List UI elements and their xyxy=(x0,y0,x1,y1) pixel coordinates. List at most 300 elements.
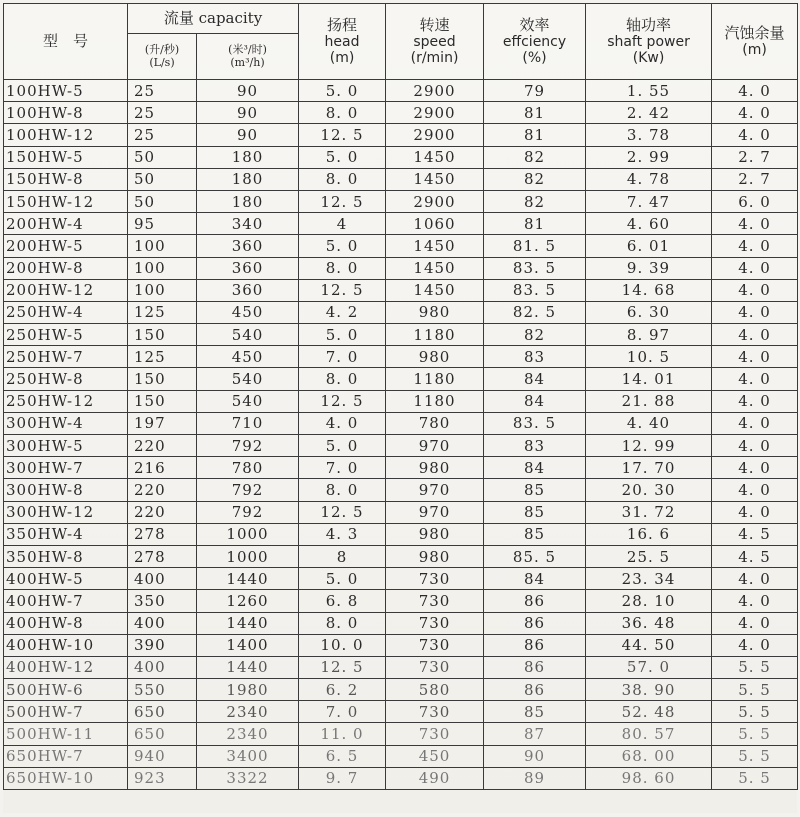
capacity-ls-cell: 50 xyxy=(128,146,197,168)
efficiency-header xyxy=(484,4,586,80)
speed-cell: 2900 xyxy=(386,190,484,212)
head-cell: 12. 5 xyxy=(299,124,386,146)
speed-cell: 980 xyxy=(386,346,484,368)
pump-spec-table xyxy=(3,3,798,790)
table-row xyxy=(4,656,798,678)
efficiency-cell: 83 xyxy=(484,346,586,368)
capacity-ls-unit: (L/s) xyxy=(149,55,175,69)
table-row xyxy=(4,301,798,323)
npsh-cell: 4. 0 xyxy=(712,346,798,368)
capacity-ls-cell: 100 xyxy=(128,235,197,257)
model-cell: 100HW-8 xyxy=(4,102,128,124)
power-cell: 98. 60 xyxy=(586,767,712,789)
head-cell: 5. 0 xyxy=(299,568,386,590)
efficiency-cell: 85 xyxy=(484,701,586,723)
head-header-en: head xyxy=(324,34,360,51)
speed-header xyxy=(386,4,484,80)
efficiency-cell: 83. 5 xyxy=(484,257,586,279)
head-cell: 12. 5 xyxy=(299,190,386,212)
power-cell: 80. 57 xyxy=(586,723,712,745)
model-cell: 350HW-8 xyxy=(4,545,128,567)
model-cell: 400HW-12 xyxy=(4,656,128,678)
capacity-m3h-cell: 180 xyxy=(197,168,299,190)
npsh-cell: 2. 7 xyxy=(712,168,798,190)
head-cell: 8. 0 xyxy=(299,612,386,634)
speed-cell: 970 xyxy=(386,479,484,501)
capacity-m3h-cell: 340 xyxy=(197,213,299,235)
model-cell: 150HW-12 xyxy=(4,190,128,212)
table-row xyxy=(4,634,798,656)
efficiency-cell: 82 xyxy=(484,324,586,346)
capacity-ls-cell: 940 xyxy=(128,745,197,767)
capacity-ls-cell: 95 xyxy=(128,213,197,235)
capacity-m3h-cn: (米³/时) xyxy=(228,42,267,56)
speed-header-unit: (r/min) xyxy=(410,50,459,67)
power-cell: 44. 50 xyxy=(586,634,712,656)
model-cell: 650HW-7 xyxy=(4,745,128,767)
table-row xyxy=(4,435,798,457)
table-header xyxy=(4,4,798,80)
model-cell: 500HW-7 xyxy=(4,701,128,723)
head-header xyxy=(299,4,386,80)
npsh-cell: 4. 5 xyxy=(712,523,798,545)
head-cell: 4. 0 xyxy=(299,412,386,434)
head-cell: 4. 2 xyxy=(299,301,386,323)
capacity-m3h-cell: 710 xyxy=(197,412,299,434)
table-row xyxy=(4,168,798,190)
table-row xyxy=(4,324,798,346)
speed-cell: 1450 xyxy=(386,257,484,279)
npsh-cell: 6. 0 xyxy=(712,190,798,212)
efficiency-cell: 84 xyxy=(484,457,586,479)
model-cell: 150HW-8 xyxy=(4,168,128,190)
head-cell: 12. 5 xyxy=(299,279,386,301)
capacity-ls-cell: 350 xyxy=(128,590,197,612)
npsh-cell: 4. 0 xyxy=(712,368,798,390)
npsh-cell: 4. 0 xyxy=(712,612,798,634)
speed-cell: 730 xyxy=(386,723,484,745)
efficiency-cell: 85. 5 xyxy=(484,545,586,567)
head-cell: 5. 0 xyxy=(299,146,386,168)
capacity-m3h-cell: 90 xyxy=(197,124,299,146)
capacity-ls-cell: 400 xyxy=(128,612,197,634)
power-cell: 17. 70 xyxy=(586,457,712,479)
capacity-m3h-cell: 450 xyxy=(197,346,299,368)
capacity-ls-cell: 216 xyxy=(128,457,197,479)
table-row xyxy=(4,701,798,723)
speed-cell: 1450 xyxy=(386,235,484,257)
head-cell: 10. 0 xyxy=(299,634,386,656)
table-row xyxy=(4,213,798,235)
npsh-header xyxy=(712,4,798,80)
power-cell: 52. 48 xyxy=(586,701,712,723)
capacity-m3h-cell: 90 xyxy=(197,102,299,124)
npsh-header-unit: (m) xyxy=(742,42,767,59)
power-header-unit: (Kw) xyxy=(632,50,665,67)
npsh-header-cn: 汽蚀余量 xyxy=(724,23,785,42)
table-row xyxy=(4,80,798,102)
power-cell: 1. 55 xyxy=(586,80,712,102)
model-cell: 350HW-4 xyxy=(4,523,128,545)
capacity-m3h-cell: 360 xyxy=(197,257,299,279)
capacity-header: 流量 capacity xyxy=(128,4,299,34)
spec-sheet xyxy=(3,3,797,813)
capacity-ls-cell: 50 xyxy=(128,168,197,190)
table-row xyxy=(4,590,798,612)
speed-cell: 970 xyxy=(386,501,484,523)
capacity-ls-cell: 50 xyxy=(128,190,197,212)
head-cell: 9. 7 xyxy=(299,767,386,789)
npsh-cell: 5. 5 xyxy=(712,745,798,767)
head-cell: 4 xyxy=(299,213,386,235)
speed-cell: 730 xyxy=(386,612,484,634)
capacity-m3h-cell: 540 xyxy=(197,324,299,346)
head-cell: 4. 3 xyxy=(299,523,386,545)
table-row xyxy=(4,723,798,745)
capacity-m3h-cell: 1440 xyxy=(197,656,299,678)
efficiency-cell: 82. 5 xyxy=(484,301,586,323)
model-cell: 250HW-5 xyxy=(4,324,128,346)
speed-cell: 730 xyxy=(386,634,484,656)
capacity-ls-cell: 278 xyxy=(128,523,197,545)
capacity-m3h-cell: 3322 xyxy=(197,767,299,789)
capacity-ls-cell: 923 xyxy=(128,767,197,789)
head-cell: 5. 0 xyxy=(299,324,386,346)
table-row xyxy=(4,767,798,789)
capacity-m3h-cell: 1260 xyxy=(197,590,299,612)
capacity-m3h-cell: 1440 xyxy=(197,612,299,634)
capacity-m3h-cell: 1440 xyxy=(197,568,299,590)
power-cell: 8. 97 xyxy=(586,324,712,346)
table-row xyxy=(4,368,798,390)
table-row xyxy=(4,190,798,212)
capacity-ls-cell: 150 xyxy=(128,368,197,390)
model-cell: 250HW-12 xyxy=(4,390,128,412)
table-row xyxy=(4,679,798,701)
table-row xyxy=(4,257,798,279)
npsh-cell: 4. 0 xyxy=(712,457,798,479)
speed-cell: 980 xyxy=(386,301,484,323)
npsh-cell: 4. 0 xyxy=(712,301,798,323)
power-cell: 3. 78 xyxy=(586,124,712,146)
efficiency-cell: 82 xyxy=(484,190,586,212)
speed-cell: 730 xyxy=(386,701,484,723)
power-cell: 12. 99 xyxy=(586,435,712,457)
capacity-ls-cell: 550 xyxy=(128,679,197,701)
speed-cell: 1450 xyxy=(386,146,484,168)
model-cell: 300HW-7 xyxy=(4,457,128,479)
head-cell: 8. 0 xyxy=(299,102,386,124)
capacity-m3h-cell: 792 xyxy=(197,501,299,523)
head-header-cn: 扬程 xyxy=(327,15,358,34)
npsh-cell: 4. 0 xyxy=(712,102,798,124)
speed-cell: 1450 xyxy=(386,279,484,301)
efficiency-cell: 83 xyxy=(484,435,586,457)
npsh-cell: 5. 5 xyxy=(712,679,798,701)
capacity-ls-cell: 25 xyxy=(128,124,197,146)
model-cell: 300HW-8 xyxy=(4,479,128,501)
head-cell: 6. 8 xyxy=(299,590,386,612)
model-cell: 200HW-5 xyxy=(4,235,128,257)
model-cell: 500HW-6 xyxy=(4,679,128,701)
model-cell: 300HW-5 xyxy=(4,435,128,457)
capacity-ls-cell: 100 xyxy=(128,279,197,301)
capacity-m3h-cell: 180 xyxy=(197,190,299,212)
table-row xyxy=(4,612,798,634)
efficiency-cell: 86 xyxy=(484,590,586,612)
head-cell: 12. 5 xyxy=(299,656,386,678)
speed-cell: 730 xyxy=(386,590,484,612)
speed-cell: 1180 xyxy=(386,324,484,346)
capacity-ls-cell: 650 xyxy=(128,701,197,723)
npsh-cell: 5. 5 xyxy=(712,656,798,678)
model-cell: 100HW-5 xyxy=(4,80,128,102)
capacity-m3h-cell: 2340 xyxy=(197,723,299,745)
power-header xyxy=(586,4,712,80)
capacity-ls-cell: 100 xyxy=(128,257,197,279)
model-cell: 250HW-8 xyxy=(4,368,128,390)
capacity-ls-cn: (升/秒) xyxy=(144,42,180,56)
efficiency-header-cn: 效率 xyxy=(519,15,550,34)
power-cell: 10. 5 xyxy=(586,346,712,368)
capacity-m3h-cell: 792 xyxy=(197,479,299,501)
head-cell: 8 xyxy=(299,545,386,567)
power-header-en: shaft power xyxy=(607,34,690,51)
efficiency-cell: 85 xyxy=(484,523,586,545)
efficiency-cell: 81 xyxy=(484,102,586,124)
model-header: 型 号 xyxy=(4,4,128,80)
head-cell: 6. 5 xyxy=(299,745,386,767)
efficiency-cell: 82 xyxy=(484,146,586,168)
npsh-cell: 4. 0 xyxy=(712,634,798,656)
npsh-cell: 5. 5 xyxy=(712,701,798,723)
npsh-cell: 4. 0 xyxy=(712,435,798,457)
model-cell: 100HW-12 xyxy=(4,124,128,146)
efficiency-header-en: effciency xyxy=(502,34,567,51)
model-cell: 400HW-10 xyxy=(4,634,128,656)
speed-cell: 980 xyxy=(386,457,484,479)
head-cell: 8. 0 xyxy=(299,368,386,390)
capacity-m3h-unit: (m³/h) xyxy=(230,55,265,69)
capacity-ls-cell: 400 xyxy=(128,568,197,590)
capacity-m3h-cell: 450 xyxy=(197,301,299,323)
power-cell: 20. 30 xyxy=(586,479,712,501)
power-cell: 4. 60 xyxy=(586,213,712,235)
table-row xyxy=(4,479,798,501)
power-cell: 23. 34 xyxy=(586,568,712,590)
capacity-m3h-cell: 1980 xyxy=(197,679,299,701)
efficiency-cell: 84 xyxy=(484,390,586,412)
npsh-cell: 4. 0 xyxy=(712,213,798,235)
power-cell: 14. 68 xyxy=(586,279,712,301)
power-cell: 25. 5 xyxy=(586,545,712,567)
head-cell: 7. 0 xyxy=(299,701,386,723)
speed-cell: 1180 xyxy=(386,368,484,390)
capacity-m3h-cell: 3400 xyxy=(197,745,299,767)
speed-cell: 730 xyxy=(386,568,484,590)
efficiency-cell: 89 xyxy=(484,767,586,789)
model-cell: 200HW-12 xyxy=(4,279,128,301)
power-cell: 9. 39 xyxy=(586,257,712,279)
npsh-cell: 4. 0 xyxy=(712,279,798,301)
model-cell: 250HW-7 xyxy=(4,346,128,368)
power-cell: 14. 01 xyxy=(586,368,712,390)
table-row xyxy=(4,102,798,124)
speed-cell: 490 xyxy=(386,767,484,789)
power-cell: 2. 42 xyxy=(586,102,712,124)
capacity-ls-cell: 125 xyxy=(128,346,197,368)
npsh-cell: 4. 0 xyxy=(712,124,798,146)
speed-cell: 980 xyxy=(386,523,484,545)
efficiency-cell: 83. 5 xyxy=(484,412,586,434)
table-row xyxy=(4,457,798,479)
speed-cell: 1180 xyxy=(386,390,484,412)
npsh-cell: 4. 0 xyxy=(712,590,798,612)
efficiency-cell: 81 xyxy=(484,124,586,146)
capacity-ls-cell: 125 xyxy=(128,301,197,323)
power-cell: 6. 30 xyxy=(586,301,712,323)
head-cell: 5. 0 xyxy=(299,80,386,102)
npsh-cell: 4. 0 xyxy=(712,235,798,257)
table-row xyxy=(4,390,798,412)
capacity-ls-cell: 390 xyxy=(128,634,197,656)
speed-cell: 730 xyxy=(386,656,484,678)
capacity-ls-cell: 220 xyxy=(128,501,197,523)
head-cell: 8. 0 xyxy=(299,479,386,501)
power-cell: 7. 47 xyxy=(586,190,712,212)
npsh-cell: 4. 0 xyxy=(712,568,798,590)
capacity-ls-cell: 150 xyxy=(128,390,197,412)
capacity-ls-cell: 197 xyxy=(128,412,197,434)
speed-cell: 980 xyxy=(386,545,484,567)
table-row xyxy=(4,235,798,257)
capacity-ls-cell: 25 xyxy=(128,102,197,124)
efficiency-cell: 86 xyxy=(484,679,586,701)
table-row xyxy=(4,346,798,368)
npsh-cell: 4. 0 xyxy=(712,80,798,102)
model-cell: 650HW-10 xyxy=(4,767,128,789)
npsh-cell: 2. 7 xyxy=(712,146,798,168)
power-cell: 36. 48 xyxy=(586,612,712,634)
table-body xyxy=(4,80,798,790)
capacity-ls-cell: 25 xyxy=(128,80,197,102)
efficiency-cell: 85 xyxy=(484,479,586,501)
head-cell: 12. 5 xyxy=(299,390,386,412)
capacity-m3h-cell: 1400 xyxy=(197,634,299,656)
head-cell: 8. 0 xyxy=(299,168,386,190)
speed-header-en: speed xyxy=(413,34,456,51)
table-row xyxy=(4,568,798,590)
model-cell: 400HW-8 xyxy=(4,612,128,634)
speed-header-cn: 转速 xyxy=(419,15,450,34)
power-cell: 57. 0 xyxy=(586,656,712,678)
table-row xyxy=(4,745,798,767)
capacity-ls-cell: 650 xyxy=(128,723,197,745)
head-cell: 5. 0 xyxy=(299,435,386,457)
npsh-cell: 5. 5 xyxy=(712,723,798,745)
capacity-m3h-header xyxy=(197,34,299,80)
model-cell: 300HW-12 xyxy=(4,501,128,523)
capacity-m3h-cell: 90 xyxy=(197,80,299,102)
npsh-cell: 4. 0 xyxy=(712,412,798,434)
table-row xyxy=(4,523,798,545)
power-cell: 28. 10 xyxy=(586,590,712,612)
capacity-m3h-cell: 360 xyxy=(197,279,299,301)
capacity-ls-cell: 150 xyxy=(128,324,197,346)
npsh-cell: 4. 0 xyxy=(712,257,798,279)
power-cell: 4. 40 xyxy=(586,412,712,434)
capacity-m3h-cell: 780 xyxy=(197,457,299,479)
power-cell: 38. 90 xyxy=(586,679,712,701)
efficiency-header-unit: (%) xyxy=(522,50,547,67)
table-row xyxy=(4,124,798,146)
efficiency-cell: 85 xyxy=(484,501,586,523)
capacity-ls-cell: 278 xyxy=(128,545,197,567)
capacity-m3h-cell: 540 xyxy=(197,390,299,412)
power-cell: 21. 88 xyxy=(586,390,712,412)
power-header-cn: 轴功率 xyxy=(626,15,672,34)
power-cell: 68. 00 xyxy=(586,745,712,767)
model-cell: 500HW-11 xyxy=(4,723,128,745)
capacity-m3h-cell: 360 xyxy=(197,235,299,257)
speed-cell: 450 xyxy=(386,745,484,767)
head-header-unit: (m) xyxy=(329,50,355,67)
capacity-m3h-cell: 792 xyxy=(197,435,299,457)
npsh-cell: 4. 5 xyxy=(712,545,798,567)
head-cell: 5. 0 xyxy=(299,235,386,257)
efficiency-cell: 86 xyxy=(484,634,586,656)
table-row xyxy=(4,545,798,567)
npsh-cell: 4. 0 xyxy=(712,390,798,412)
efficiency-cell: 86 xyxy=(484,612,586,634)
power-cell: 6. 01 xyxy=(586,235,712,257)
table-row xyxy=(4,146,798,168)
efficiency-cell: 79 xyxy=(484,80,586,102)
speed-cell: 1450 xyxy=(386,168,484,190)
capacity-m3h-cell: 540 xyxy=(197,368,299,390)
speed-cell: 970 xyxy=(386,435,484,457)
capacity-m3h-cell: 2340 xyxy=(197,701,299,723)
head-cell: 7. 0 xyxy=(299,346,386,368)
efficiency-cell: 81 xyxy=(484,213,586,235)
capacity-ls-cell: 400 xyxy=(128,656,197,678)
efficiency-cell: 83. 5 xyxy=(484,279,586,301)
efficiency-cell: 81. 5 xyxy=(484,235,586,257)
model-cell: 400HW-5 xyxy=(4,568,128,590)
speed-cell: 2900 xyxy=(386,102,484,124)
table-row xyxy=(4,501,798,523)
model-cell: 150HW-5 xyxy=(4,146,128,168)
head-cell: 6. 2 xyxy=(299,679,386,701)
npsh-cell: 4. 0 xyxy=(712,501,798,523)
power-cell: 16. 6 xyxy=(586,523,712,545)
model-cell: 300HW-4 xyxy=(4,412,128,434)
model-cell: 250HW-4 xyxy=(4,301,128,323)
capacity-ls-header xyxy=(128,34,197,80)
table-row xyxy=(4,279,798,301)
capacity-m3h-cell: 1000 xyxy=(197,523,299,545)
head-cell: 12. 5 xyxy=(299,501,386,523)
efficiency-cell: 90 xyxy=(484,745,586,767)
power-cell: 2. 99 xyxy=(586,146,712,168)
model-cell: 200HW-4 xyxy=(4,213,128,235)
table-row xyxy=(4,412,798,434)
power-cell: 31. 72 xyxy=(586,501,712,523)
efficiency-cell: 84 xyxy=(484,568,586,590)
speed-cell: 1060 xyxy=(386,213,484,235)
speed-cell: 2900 xyxy=(386,80,484,102)
model-cell: 200HW-8 xyxy=(4,257,128,279)
